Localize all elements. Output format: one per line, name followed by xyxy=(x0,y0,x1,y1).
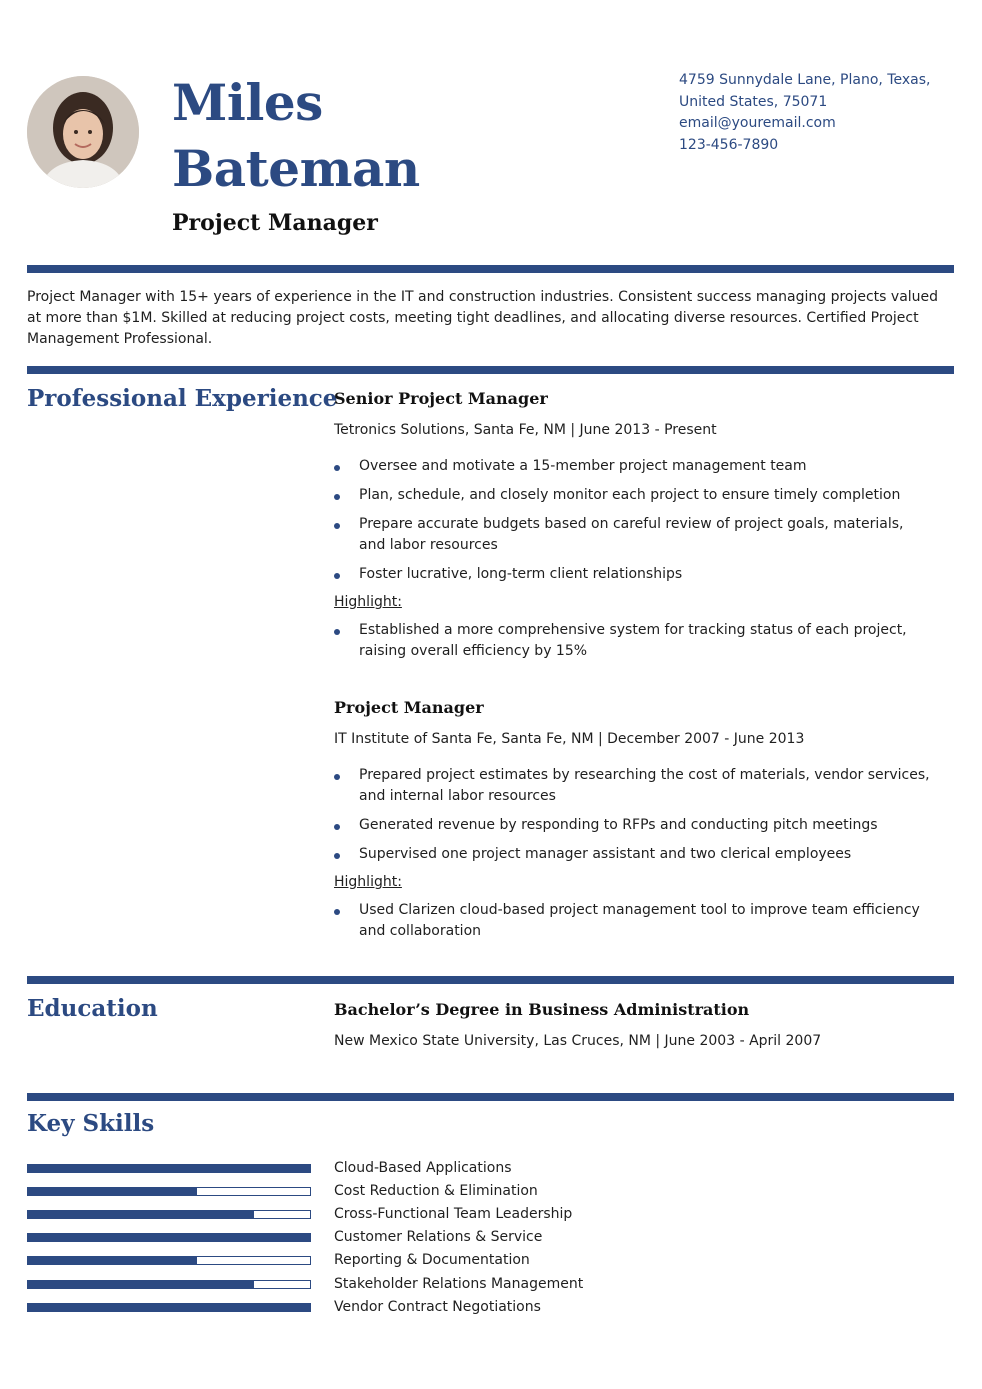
skill-level-bar xyxy=(27,1164,311,1173)
list-item: Established a more comprehensive system for tracking status of each project, raising overall efficiency by 15% xyxy=(334,620,934,662)
list-item: Generated revenue by responding to RFPs and conducting pitch meetings xyxy=(334,815,934,836)
skill-level-fill xyxy=(28,1211,254,1218)
education-entry xyxy=(334,1000,934,1049)
job-bullets xyxy=(334,765,934,865)
skill-label: Vendor Contract Negotiations xyxy=(334,1298,541,1315)
highlight-bullets xyxy=(334,900,934,942)
skill-level-fill xyxy=(28,1257,197,1264)
skill-label: Reporting & Documentation xyxy=(334,1252,530,1269)
skill-level-bar xyxy=(27,1210,311,1219)
list-item: Supervised one project manager assistant and two clerical employees xyxy=(334,844,934,865)
avatar xyxy=(27,76,139,188)
skill-label: Cross-Functional Team Leadership xyxy=(334,1206,573,1223)
divider xyxy=(27,976,954,984)
job-subtitle: Tetronics Solutions, Santa Fe, NM | June 2013 - Present xyxy=(334,422,717,438)
job-entry xyxy=(334,389,934,662)
address-line-1: 4759 Sunnydale Lane, Plano, Texas, xyxy=(679,72,931,88)
list-item: Plan, schedule, and closely monitor each project to ensure timely completion xyxy=(334,485,934,506)
skill-level-bar xyxy=(27,1256,311,1265)
divider xyxy=(27,265,954,273)
job-bullets xyxy=(334,456,934,585)
skill-level-fill xyxy=(28,1234,310,1241)
highlight-label: Highlight: xyxy=(334,874,402,890)
profile-photo xyxy=(27,76,139,188)
skill-level-fill xyxy=(28,1165,310,1172)
section-title-experience: Professional Experience xyxy=(27,385,338,412)
degree-title: Bachelor’s Degree in Business Administration xyxy=(334,1000,750,1019)
list-item: Foster lucrative, long-term client relationships xyxy=(334,564,934,585)
highlight-bullets xyxy=(334,620,934,662)
list-item: Prepared project estimates by researching the cost of materials, vendor services, and internal labor resources xyxy=(334,765,934,807)
section-title-education: Education xyxy=(27,995,158,1022)
list-item: Used Clarizen cloud-based project management tool to improve team efficiency and collaboration xyxy=(334,900,934,942)
name-first: Miles xyxy=(172,73,323,132)
name-last: Bateman xyxy=(172,139,420,198)
skill-level-fill xyxy=(28,1281,254,1288)
job-title: Senior Project Manager xyxy=(334,389,548,408)
email-link[interactable]: email@youremail.com xyxy=(679,115,836,131)
list-item: Oversee and motivate a 15-member project management team xyxy=(334,456,934,477)
job-title: Project Manager xyxy=(172,210,378,236)
skill-label: Stakeholder Relations Management xyxy=(334,1275,584,1292)
highlight-label: Highlight: xyxy=(334,594,402,610)
divider xyxy=(27,1093,954,1101)
list-item: Prepare accurate budgets based on careful review of project goals, materials, and labor resources xyxy=(334,514,934,556)
skill-label: Customer Relations & Service xyxy=(334,1229,543,1246)
skill-level-bar xyxy=(27,1187,311,1196)
skill-level-bar xyxy=(27,1280,311,1289)
job-title: Project Manager xyxy=(334,698,484,717)
phone-number: 123-456-7890 xyxy=(679,136,779,153)
job-entry xyxy=(334,698,934,942)
school-info: New Mexico State University, Las Cruces, NM | June 2003 - April 2007 xyxy=(334,1033,822,1049)
address-line-2: United States, 75071 xyxy=(679,93,828,110)
summary-text: Project Manager with 15+ years of experience in the IT and construction industries. Consistent success managing projects valued at more than $1M. Skilled at reducing project costs, meeting tight deadlines, and allocating diverse resources. Certified Project Management Professional. xyxy=(27,289,939,347)
job-subtitle: IT Institute of Santa Fe, Santa Fe, NM | December 2007 - June 2013 xyxy=(334,731,805,747)
skill-level-bar xyxy=(27,1233,311,1242)
section-title-skills: Key Skills xyxy=(27,1110,155,1137)
skill-label: Cost Reduction & Elimination xyxy=(334,1183,538,1200)
skill-level-fill xyxy=(28,1188,197,1195)
contact-block xyxy=(679,70,930,156)
skill-label: Cloud-Based Applications xyxy=(334,1160,512,1176)
divider xyxy=(27,366,954,374)
skill-level-bar xyxy=(27,1303,311,1312)
skill-level-fill xyxy=(28,1304,310,1311)
